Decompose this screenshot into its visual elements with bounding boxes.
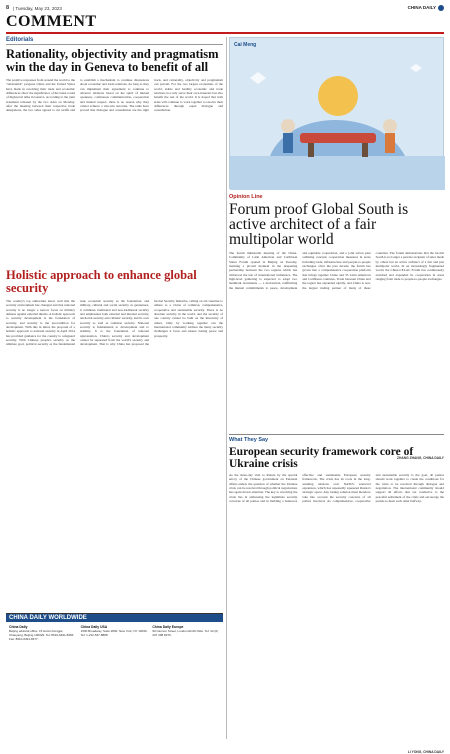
cartoonist-credit: Cai Meng (234, 42, 257, 48)
page-number: 8 (6, 5, 10, 11)
editorial-text-1: The positive responses from around the world to the "substantial" progress China and the United States have made in resolving their trade and economic differences show the significance of the latest round of high-level talks in Geneva. According to the joint statement released by the two sides on Monday, after the meeting between their respective trade delegations, the two sides agreed to cut tariffs and to establish a mechanism to continue discussions about economic and trade relations. As long as they can implement their agreement to continue to advance relations based on the spirit of mutual openness, continuous communication, cooperation and mutual respect, there is no reason why they cannot achieve a win-win outcome. The talks have proved that dialogue and consultation are the right track, and rationality, objectivity and pragmatism can prevail. For the two largest economies of the world, stable and healthy economic and trade relations not only serve their own interests but also benefit the rest of the world. It is hoped that both sides will continue to work together to resolve their differences through equal dialogue and consultation. (6, 78, 223, 113)
what-they-say-label: What They Say (229, 434, 444, 443)
directory-title: CHINA DAILY WORLDWIDE (6, 614, 223, 622)
directory-entry (9, 625, 77, 641)
opinion-label: Opinion Line (229, 194, 263, 200)
office-details: Beijing editorial office. 15 Huixin Dongjie, Chaoyang, Beijing 100029. Tel: 8610-6491-8366. Fax: 8610-6491-8377. (9, 629, 75, 641)
what-they-say-column (229, 434, 444, 754)
office-details: 90 Cannon Street, London EC4N 6HA. Tel: 44 (0) 207 398 8270. (152, 629, 218, 637)
directory-entry (81, 625, 149, 641)
office-name: China Daily USA (80, 625, 108, 629)
editorials-label: Editorials (6, 37, 223, 45)
section-masthead: COMMENT (6, 13, 97, 30)
masthead-divider (6, 32, 444, 34)
brand (408, 5, 444, 11)
brand-logo-icon (438, 5, 444, 11)
office-details: 1500 Broadway, Suite 2800, New York, NY 10036. Tel: 1-212-537-8888. (80, 629, 148, 637)
cartoon-illustration (230, 38, 445, 190)
editorial-body-2 (6, 299, 223, 527)
office-name: China Daily (9, 625, 28, 629)
worldwide-directory (6, 613, 223, 739)
what-they-say-byline: LI YONG, CHINA DAILY (407, 750, 444, 754)
opinion-body (229, 251, 444, 454)
top-bar (6, 4, 444, 12)
what-they-say-body (229, 473, 444, 748)
what-they-say-headline: European security framework core of Ukraine crisis (229, 446, 414, 470)
office-name: China Daily Europe (152, 625, 184, 629)
directory-columns (6, 622, 223, 644)
opinion-headline: Forum proof Global South is active architect of a fair multipolar world (229, 201, 409, 248)
editorial-cartoon (229, 37, 444, 189)
brand-name: CHINA DAILY (407, 5, 436, 11)
issue-date: | Tuesday, May 23, 2023 (13, 5, 62, 11)
editorial-headline-2: Holistic approach to enhance global security (6, 268, 197, 295)
editorials-column (6, 37, 223, 527)
page-info (6, 5, 62, 11)
directory-entry (152, 625, 220, 641)
editorial-headline-1: Rationality, objectivity and pragmatism win the day in Geneva to benefit of all (6, 47, 219, 74)
what-they-say-text: As the three-day visit to Russia by the special envoy of the Chinese government on Eurasian affairs ended, the question of whether the Ukraine crisis can be resolved through political negotiations has again drawn attention. The key to resolving the crisis lies in addressing the legitimate security concerns of all parties and in building a balanced, effective and sustainable European security framework. The crisis has its roots in the long-standing tensions over NATO's eastward expansion, which has repeatedly squeezed Russia's strategic space. Any lasting solution must therefore take into account the security concerns of all parties involved. As comprehensive, cooperative and sustainable security is the goal, all parties should work together to create the conditions for the crisis to be resolved through dialogue and negotiation. The international community should support all efforts that are conducive to the peaceful settlement of the crisis and encourage the parties to meet each other halfway. (229, 473, 444, 504)
opinion-text: The fourth ministerial meeting of the China-Community of Latin American and Caribbean States Forum opened in Beijing on Tuesday, marking a pivotal moment in the deepening partnership between the two regions which has withstood the test of international turbulence. The high-level gathering is expected to adopt two landmark documents — a declaration, reaffirming the mutual commitments to peace, development and equitable cooperation, and a joint action plan outlining concrete cooperation measures in areas including trade, infrastructure and people-to-people exchanges. Over the past decade, the forum has grown into a comprehensive cooperation platform that brings together China and 33 Latin American and Caribbean countries. Trade between China and the region has expanded rapidly, and China is now the largest trading partner of many of these countries. The forum demonstrates that the Global South is no longer a passive recipient of rules made by others but an active architect of a fair and just multipolar world. In an increasingly fragmented world, the China-CELAC Forum has continuously enriched and expanded its cooperation in areas ranging from trade to people-to-people exchanges. (229, 251, 444, 290)
opinion-byline: ZHANG ZHANG, CHINA DAILY (396, 456, 444, 460)
opinion-column (229, 194, 444, 460)
editorial-body-1 (6, 78, 223, 265)
editorial-text-2: The country's top authorities know well that the security environment has changed and that national security is no longer a narrow focus on military defense against external threats. A holistic approach to security development is the foundation of security, and security is the precondition for development. With this in mind, the proposal of a holistic approach to national security in April 2014 has provided guidance for the country to safeguard security. With Chinese people's security as the ultimate goal, political security as the fundamental task, economic security as the foundation, and military, cultural and social security as guarantees, it combines traditional and non-traditional security and emphasizes both external and internal security, territorial security and citizens' security, and its own security as well as common security. National security is fundamental to development and to stability. It is the foundation of national rejuvenation. China's security and development cannot be separated from the world's security and development. That is why China has proposed the Global Security Initiative, calling on all countries to adhere to a vision of common, comprehensive, cooperative and sustainable security. There is no absolute security in the world, and the security of one country cannot be built on the insecurity of others. Only by working together can the international community address the many security challenges it faces and ensure lasting peace and prosperity. (6, 299, 223, 347)
column-divider (226, 37, 227, 739)
